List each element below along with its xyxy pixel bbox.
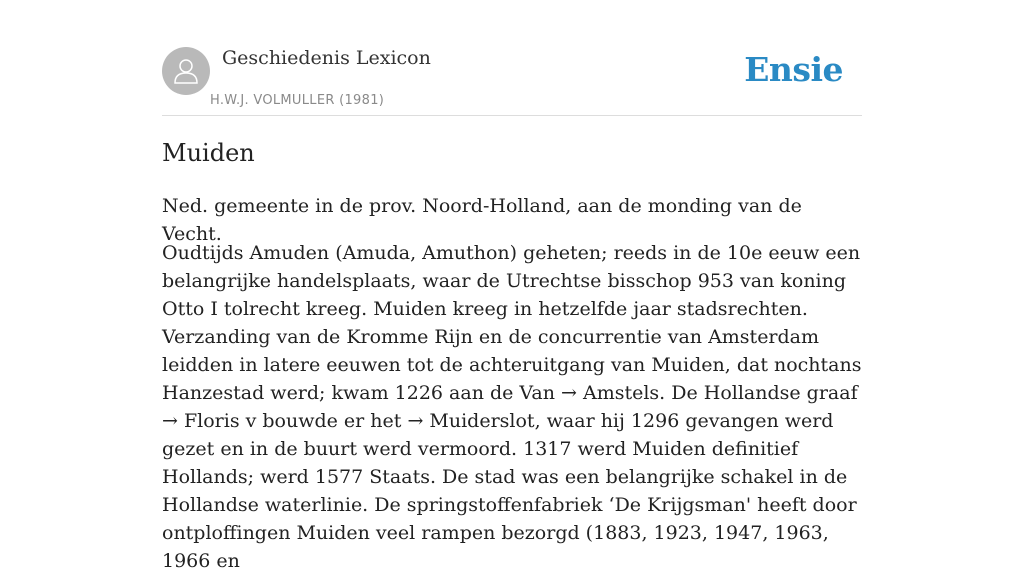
entry-paragraph-1: Ned. gemeente in de prov. Noord-Holland, aan de monding van de Vecht. <box>162 195 802 245</box>
source-title[interactable] <box>222 47 431 69</box>
source-header <box>162 0 862 116</box>
page-container <box>162 0 862 572</box>
user-icon <box>171 56 201 86</box>
ensie-logo[interactable]: Ensie <box>744 50 843 89</box>
source-author: H.W.J. VOLMULLER (1981) <box>210 93 385 108</box>
entry-title: Muiden <box>162 139 255 167</box>
source-title-link[interactable]: Geschiedenis Lexicon <box>222 47 431 69</box>
avatar[interactable] <box>162 47 210 95</box>
entry-paragraph-2: Oudtijds Amuden (Amuda, Amuthon) geheten; reeds in de 10e eeuw een belangrijke handelsplaats, waar de Utrechtse bisschop 953 van koning Otto I tolrecht kreeg. Muiden kreeg in hetzelfde jaar stadsrechten. Verzanding van de Kromme Rijn en de concurrentie van Amsterdam leidden in latere eeuwen tot de achteruitgang van Muiden, dat nochtans Hanzestad werd; kwam 1226 aan de Van → Amstels. De Hollandse graaf → Floris v bouwde er het → Muiderslot, waar hij 1296 gevangen werd gezet en in de buurt werd vermoord. 1317 werd Muiden definitief Hollands; werd 1577 Staats. De stad was een belangrijke schakel in de Hollandse waterlinie. De springstoffenfabriek ‘De Krijgsman' heeft door ontploffingen Muiden veel rampen bezorgd (1883, 1923, 1947, 1963, 1966 en <box>162 242 862 572</box>
